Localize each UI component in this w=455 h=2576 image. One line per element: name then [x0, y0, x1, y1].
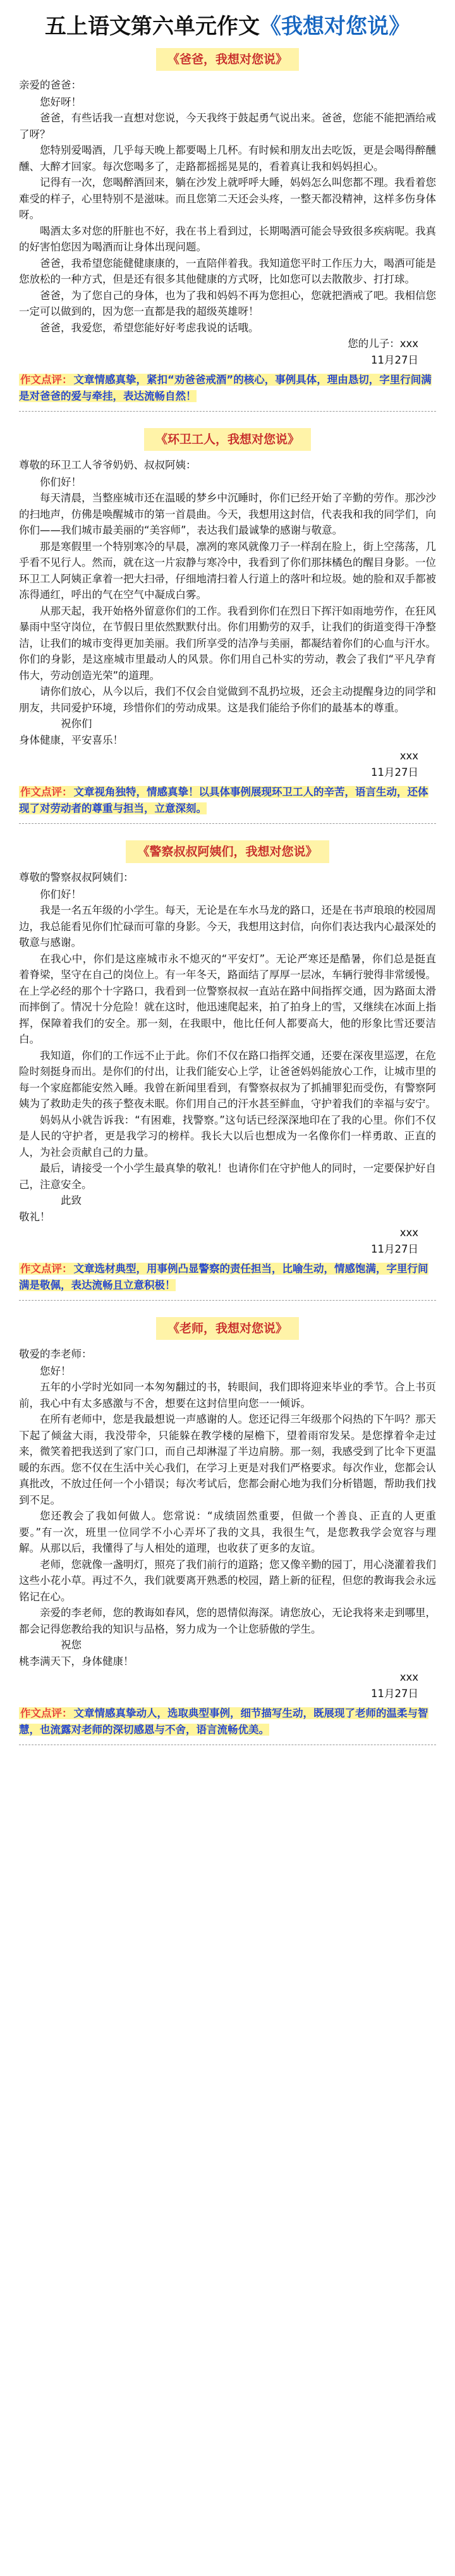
essay-date: 11月27日: [371, 766, 418, 778]
essay-heading-wrap: [19, 840, 436, 863]
essay-body: [19, 1363, 436, 1638]
essay-paragraph: 您还教会了我如何做人。您常说：“成绩固然重要，但做一个善良、正直的人更重要。”有一次，班里一位同学不小心弄坏了我的文具，我很生气，是您教我学会宽容与理解。从那以后，我懂得了与人相处的道理，也收获了更多的友谊。: [19, 1510, 436, 1554]
essay-greeting: 尊敬的警察叔叔阿姨们：: [19, 871, 134, 883]
essay-paragraph: 爸爸，我希望您能健健康康的，一直陪伴着我。我知道您平时工作压力大，喝酒可能是您放松的一种方式，但是还有很多其他健康的方式呀，比如您可以去散散步、打打球。: [19, 257, 436, 285]
essay-sender: xxx: [399, 1671, 418, 1683]
comment-label: 作文点评：: [20, 1707, 73, 1719]
essay-list: [19, 48, 436, 1745]
essay-comment: [19, 1261, 436, 1294]
essay-paragraph: 你们好！: [40, 888, 82, 900]
essay-heading: 《爸爸，我想对您说》: [156, 48, 299, 71]
essay-sender: xxx: [399, 750, 418, 762]
essay-greeting: 亲爱的爸爸：: [19, 79, 82, 91]
essay-date: 11月27日: [371, 1242, 418, 1255]
essay-greeting: 尊敬的环卫工人爷爷奶奶、叔叔阿姨：: [19, 459, 197, 471]
essay-paragraph: 妈妈从小就告诉我：“有困难，找警察。”这句话已经深深地印在了我的心里。你们不仅是人民的守护者，更是我学习的榜样。我长大以后也想成为一名像你们一样勇敢、正直的人，为社会贡献自己的力量。: [19, 1113, 436, 1158]
essay-paragraph: 爸爸，为了您自己的身体，也为了我和妈妈不再为您担心，您就把酒戒了吧。我相信您一定可以做到的，因为您一直都是我的超级英雄呀！: [19, 289, 436, 317]
essay-date: 11月27日: [371, 1687, 418, 1700]
essay-paragraph: 老师，您就像一盏明灯，照亮了我们前行的道路；您又像辛勤的园丁，用心浇灌着我们这些小花小草。再过不久，我们就要离开熟悉的校园，踏上新的征程，但您的教诲我会永远铭记在心。: [19, 1558, 436, 1603]
essay-wish: 桃李满天下，身体健康！: [19, 1655, 134, 1667]
essay-heading: 《警察叔叔阿姨们，我想对您说》: [126, 840, 329, 863]
essay-divider: [19, 411, 436, 412]
essay-paragraph: 我是一名五年级的小学生。每天，无论是在车水马龙的路口，还是在书声琅琅的校园周边，我总能看见你们忙碌而可靠的身影。今天，我想用这封信，向你们表达我内心最深处的敬意与感谢。: [19, 904, 436, 948]
essay-comment: [19, 372, 436, 405]
essay-paragraph: 亲爱的李老师，您的教诲如春风，您的恩情似海深。请您放心，无论我将来走到哪里，都会记得您教给我的知识与品格，努力成为一个让您骄傲的学生。: [19, 1607, 436, 1635]
essay-paragraph: 五年的小学时光如同一本匆匆翻过的书，转眼间，我们即将迎来毕业的季节。合上书页前，我心中有太多感激与不舍，想要在这封信里向您一一倾诉。: [19, 1381, 436, 1409]
essay-body: [19, 474, 436, 716]
essay-comment: [19, 1705, 436, 1738]
essay-sender: xxx: [399, 1227, 418, 1239]
comment-text: 文章情感真挚动人，选取典型事例，细节描写生动，既展现了老师的温柔与智慧，也流露对老师的深切感恩与不舍，语言流畅优美。: [19, 1707, 428, 1736]
essay-paragraph: 爸爸，我爱您，希望您能好好考虑我说的话哦。: [40, 321, 259, 334]
essay-closing: 祝您: [61, 1639, 82, 1651]
essay-paragraph: 从那天起，我开始格外留意你们的工作。我看到你们在烈日下挥汗如雨地劳作，在狂风暴雨中坚守岗位，在节假日里依然默默付出。你们用勤劳的双手，让我们的街道变得干净整洁，让我们的城市变得更加美丽。我们所享受的洁净与美丽，都凝结着你们的心血与汗水。你们的身影，是这座城市里最动人的风景。你们用自己朴实的劳动，教会了我们“平凡孕育伟大，劳动创造光荣”的道理。: [19, 604, 436, 682]
page-title-prefix: 五上语文第六单元作文: [45, 14, 260, 39]
comment-text: 文章视角独特，情感真挚！以具体事例展现环卫工人的辛苦，语言生动，还体现了对劳动者的尊重与担当，立意深刻。: [19, 786, 428, 814]
essay-comment: [19, 784, 436, 817]
essay-wish: 身体健康，平安喜乐！: [19, 733, 123, 746]
essay-sender: 您的儿子：xxx: [348, 338, 418, 350]
essay-paragraph: 记得有一次，您喝醉酒回来，躺在沙发上就呼呼大睡，妈妈怎么叫您都不理。我看着您难受的样子，心里特别不是滋味。而且您第二天还会头疼，一整天都没精神，这样多伤身体呀。: [19, 176, 436, 221]
comment-text: 文章情感真挚，紧扣“劝爸爸戒酒”的核心，事例具体，理由恳切，字里行间满是对爸爸的爱与牵挂，表达流畅自然！: [19, 374, 432, 402]
essay-paragraph: 每天清晨，当整座城市还在温暖的梦乡中沉睡时，你们已经开始了辛勤的劳作。那沙沙的扫地声，仿佛是唤醒城市的第一首晨曲。今天，我想用这封信，代表我和我的同学们，向你们——我们城市最美丽的“美容师”，表达我们最诚挚的感谢与敬意。: [19, 492, 436, 536]
essay-paragraph: 你们好！: [40, 475, 82, 488]
essay: [19, 1317, 436, 1745]
essay-paragraph: 最后，请接受一个小学生最真挚的敬礼！也请你们在守护他人的同时，一定要保护好自己，注意安全。: [19, 1162, 436, 1191]
essay-closing: 祝你们: [61, 718, 92, 730]
essay-paragraph: 请你们放心，从今以后，我们不仅会自觉做到不乱扔垃圾，还会主动提醒身边的同学和朋友，共同爱护环境，珍惜你们的劳动成果。这是我们能给予你们的最基本的尊重。: [19, 685, 436, 714]
essay-wish: 敬礼！: [19, 1210, 51, 1223]
essay: [19, 48, 436, 412]
essay-paragraph: 爸爸，有些话我一直想对您说，今天我终于鼓起勇气说出来。爸爸，您能不能把酒给戒了呀？: [19, 112, 436, 140]
essay-paragraph: 您好！: [40, 1365, 71, 1377]
essay-date: 11月27日: [371, 353, 418, 366]
essay-paragraph: 我知道，你们的工作远不止于此。你们不仅在路口指挥交通，还要在深夜里巡逻，在危险时刻挺身而出。是你们的付出，让我们能安心上学，让爸爸妈妈能放心工作，让城市里的每一个家庭都能安然入睡。我曾在新闻里看到，有警察叔叔为了抓捕罪犯而受伤，有警察阿姨为了救助走失的孩子整夜未眠。你们用自己的汗水甚至鲜血，守护着我们的幸福与安宁。: [19, 1049, 436, 1110]
comment-label: 作文点评：: [20, 1263, 73, 1275]
essay-paragraph: 在所有老师中，您是我最想说一声感谢的人。您还记得三年级那个闷热的下午吗？那天下起了倾盆大雨，我没带伞，只能躲在教学楼的屋檐下，望着雨帘发呆。是您撑着伞走过来，微笑着把我送到了家门口，而自己却淋湿了半边肩膀。那一刻，我感受到了比伞下更温暖的东西。您不仅在生活中关心我们，在学习上更是对我们严格要求。每次作业，您都会认真批改，不放过任何一个小错误；每次考试后，您都会耐心地为我们分析错题，帮助我们找到不足。: [19, 1413, 436, 1506]
essay-heading-wrap: [19, 48, 436, 71]
page-title-accent: 《我想对您说》: [260, 14, 410, 39]
essay-heading-wrap: [19, 1317, 436, 1340]
essay-heading-wrap: [19, 428, 436, 451]
essay-body: [19, 94, 436, 336]
essay-divider: [19, 1300, 436, 1301]
essay-paragraph: 您好呀！: [40, 95, 82, 108]
comment-label: 作文点评：: [20, 786, 73, 798]
essay-greeting: 敬爱的李老师：: [19, 1348, 92, 1360]
page-title: [19, 11, 436, 42]
comment-text: 文章选材典型，用事例凸显警察的责任担当，比喻生动，情感饱满，字里行间满是敬佩，表达流畅且立意积极！: [19, 1263, 428, 1291]
essay-closing: 此致: [61, 1194, 82, 1206]
essay-paragraph: 那是寒假里一个特别寒冷的早晨，凛冽的寒风就像刀子一样刮在脸上，街上空荡荡，几乎看不见行人。然而，就在这一片寂静与寒冷中，我看到了你们那抹橘色的醒目身影。一位环卫工人阿姨正拿着一把大扫帚，仔细地清扫着人行道上的落叶和垃圾。她的脸和双手都被冻得通红，呼出的气在空气中凝成白雾。: [19, 540, 436, 601]
essay-paragraph: 在我心中，你们是这座城市永不熄灭的“平安灯”。无论严寒还是酷暑，你们总是挺直着脊梁，坚守在自己的岗位上。有一年冬天，路面结了厚厚一层冰，车辆行驶得非常缓慢。在上学必经的那个十字路口，我看到一位警察叔叔一直站在路中间指挥交通，因为路面太滑而摔倒了。情况十分危险！就在这时，他迅速爬起来，拍了拍身上的雪，又继续在冰面上指挥，保障着我们的安全。那一刻，在我眼中，他比任何人都要高大，他的形象比雪还要洁白。: [19, 952, 436, 1045]
comment-label: 作文点评：: [20, 374, 73, 386]
essay-divider: [19, 823, 436, 824]
essay-paragraph: 您特别爱喝酒，几乎每天晚上都要喝上几杯。有时候和朋友出去吃饭，更是会喝得醉醺醺、大醉才回家。每次您喝多了，走路都摇摇晃晃的，看着真让我和妈妈担心。: [19, 144, 436, 173]
essay: [19, 428, 436, 824]
essay-heading: 《环卫工人，我想对您说》: [144, 428, 311, 451]
essay-body: [19, 886, 436, 1193]
essay-paragraph: 喝酒太多对您的肝脏也不好，我在书上看到过，长期喝酒可能会导致很多疾病呢。我真的好害怕您因为喝酒而让身体出现问题。: [19, 224, 436, 253]
essay: [19, 840, 436, 1301]
essay-heading: 《老师，我想对您说》: [156, 1317, 299, 1340]
